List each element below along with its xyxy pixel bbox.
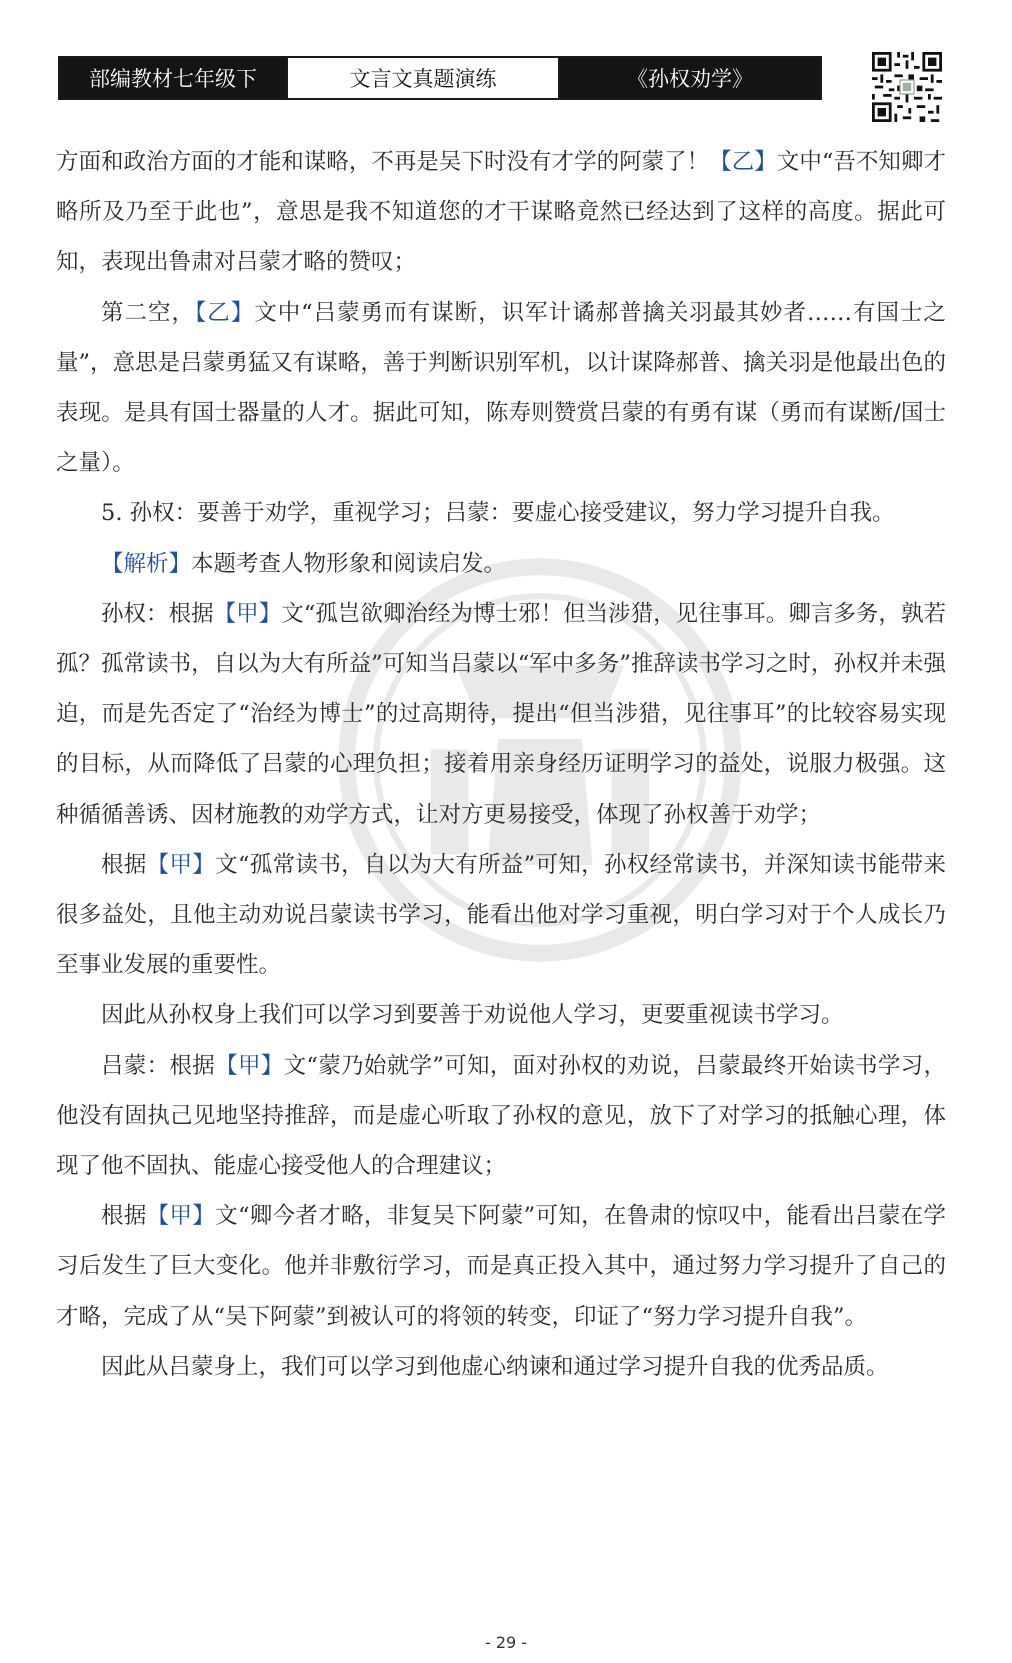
paragraph: [56, 288, 946, 489]
main-text: [56, 137, 946, 1392]
paragraph: [56, 488, 946, 538]
paragraph: [56, 990, 946, 1040]
text-run: 根据: [101, 1203, 147, 1230]
paragraph: [56, 840, 946, 991]
text-run: 文“蒙乃始就学”可知，面对孙权的劝说，吕蒙最终开始读书学习，他没有固执己见地坚持推辞，而是虚心听取了孙权的意见，放下了对学习的抵触心理，体现了他不固执、能虚心接受他人的合理建议；: [56, 1052, 946, 1180]
text-run: 孙权：根据: [101, 600, 214, 627]
paragraph: [56, 1041, 946, 1192]
qr-code-icon: [872, 52, 942, 122]
header-bar: [58, 56, 822, 100]
text-run: 根据: [101, 851, 147, 878]
source-bracket-label: 【甲】: [213, 600, 282, 627]
source-bracket-label: 【乙】: [709, 149, 777, 175]
text-run: 文“孤常读书，自以为大有所益”可知，孙权经常读书，并深知读书能带来很多益处，且他主动劝说吕蒙读书学习，能看出他对学习重视，明白学习对于个人成长乃至事业发展的重要性。: [56, 851, 946, 979]
source-bracket-label: 【甲】: [215, 1052, 284, 1079]
source-bracket-label: 【甲】: [146, 1203, 216, 1230]
header-grade: 部编教材七年级下: [60, 58, 286, 98]
page-number: - 29 -: [484, 1633, 528, 1652]
source-bracket-label: 【乙】: [194, 299, 255, 326]
paragraph: [56, 1191, 946, 1342]
paragraph: [56, 1342, 946, 1392]
text-run: 因此从吕蒙身上，我们可以学习到他虚心纳谏和通过学习提升自我的优秀品质。: [101, 1353, 889, 1380]
header-title: 《孙权劝学》: [560, 58, 820, 98]
paragraph: [56, 539, 946, 589]
text-run: 文“孤岂欲卿治经为博士邪！但当涉猎，见往事耳。卿言多务，孰若孤？孤常读书，自以为大有所益”可知当吕蒙以“军中多务”推辞读书学习之时，孙权并未强迫，而是先否定了“治经为博士”的过高期待，提出“但当涉猎，见往事耳”的比较容易实现的目标，从而降低了吕蒙的心理负担；接着用亲身经历证明学习的益处，说服力极强。这种循循善诱、因材施教的劝学方式，让对方更易接受，体现了孙权善于劝学；: [56, 600, 946, 828]
text-run: 方面和政治方面的才能和谋略，不再是吴下时没有才学的阿蒙了！: [56, 149, 710, 175]
text-run: 文中“吾不知卿才略所及乃至于此也”，意思是我不知道您的才干谋略竟然已经达到了这样的高度。据此可知，表现出鲁肃对吕蒙才略的赞叹；: [56, 149, 946, 276]
text-run: 吕蒙：根据: [101, 1052, 216, 1079]
header-section: 文言文真题演练: [286, 58, 560, 98]
text-run: 文“卿今者才略，非复吴下阿蒙”可知，在鲁肃的惊叹中，能看出吕蒙在学习后发生了巨大变化。他并非敷衍学习，而是真正投入其中，通过努力学习提升了自己的才略，完成了从“吴下阿蒙”到被认可的将领的转变，印证了“努力学习提升自我”。: [56, 1203, 946, 1330]
text-run: 第二空，: [101, 299, 195, 326]
paragraph: [56, 137, 946, 288]
text-run: 文中“吕蒙勇而有谋断，识军计谲郝普擒关羽最其妙者……有国士之量”，意思是吕蒙勇猛又有谋略，善于判断识别军机，以计谋降郝普、擒关羽是他最出色的表现。是具有国士器量的人才。据此可知，陈寿则赞赏吕蒙的有勇有谋（勇而有谋断/国士之量）。: [56, 299, 946, 477]
source-bracket-label: 【解析】: [101, 550, 192, 577]
text-run: 因此从孙权身上我们可以学习到要善于劝说他人学习，更要重视读书学习。: [101, 1002, 844, 1029]
source-bracket-label: 【甲】: [146, 851, 216, 878]
text-run: 5. 孙权：要善于劝学，重视学习；吕蒙：要虚心接受建议，努力学习提升自我。: [101, 500, 895, 527]
text-run: 本题考查人物形象和阅读启发。: [191, 550, 507, 577]
paragraph: [56, 589, 946, 840]
